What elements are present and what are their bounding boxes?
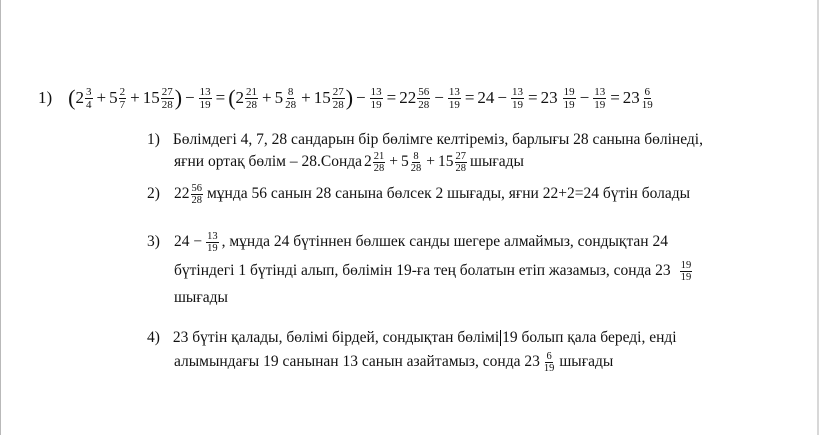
step-2 xyxy=(147,180,690,208)
expression: 24 − xyxy=(174,233,203,250)
fraction: $\frac{13}{19}$ xyxy=(370,85,382,111)
step-text: шығады xyxy=(174,289,228,306)
whole: 5 xyxy=(401,153,409,170)
plus: + xyxy=(426,153,436,170)
equals: = xyxy=(528,88,538,107)
left-paren: ( xyxy=(68,85,76,110)
step-text: яғни ортақ бөлім – 28.Сонда xyxy=(174,153,363,170)
step-3 xyxy=(147,228,668,256)
fraction: $\frac{19}{19}$ xyxy=(563,85,575,111)
whole: 5 xyxy=(109,88,118,107)
step-text: шығады xyxy=(470,153,524,170)
fraction: $\frac{56}{28}$ xyxy=(418,85,430,111)
step-number: 1) xyxy=(147,131,160,148)
step-text: 19 болып қала береді, енді xyxy=(502,329,677,346)
minus: − xyxy=(356,88,366,107)
plus: + xyxy=(389,153,399,170)
step-text: , мұнда 24 бүтіннен бөлшек санды шегере алмаймыз, сондықтан 24 xyxy=(221,233,668,250)
fraction: $\frac{3}{4}$ xyxy=(86,85,92,111)
fraction: $\frac{6}{19}$ xyxy=(543,350,555,374)
whole: 5 xyxy=(274,88,284,107)
whole: 2 xyxy=(235,88,245,107)
equals: = xyxy=(215,88,226,107)
step-text: Бөлімдегі 4, 7, 28 сандарын бір бөлімге келтіреміз, барлығы 28 санына бөлінеді, xyxy=(172,131,703,148)
step-4 xyxy=(147,327,677,349)
fraction: $\frac{8}{28}$ xyxy=(285,85,297,111)
fraction: $\frac{2}{7}$ xyxy=(119,85,126,111)
whole: 15 xyxy=(313,88,331,107)
text-cursor xyxy=(500,330,501,346)
fraction: $\frac{27}{28}$ xyxy=(455,150,467,174)
left-paren: ( xyxy=(228,85,236,110)
equation-label: 1) xyxy=(38,88,53,107)
right-paren: ) xyxy=(174,85,183,110)
plus: + xyxy=(262,88,272,107)
whole: 22 xyxy=(174,185,190,202)
whole: 2 xyxy=(75,88,84,107)
fraction: $\frac{27}{28}$ xyxy=(332,85,344,111)
main-equation xyxy=(38,78,655,118)
step-text: бүтіндегі 1 бүтінді алып, бөлімін 19-ға тең болатын етіп жазамыз, сонда 23 xyxy=(174,262,671,279)
fraction: $\frac{13}{19}$ xyxy=(448,85,460,111)
fraction: $\frac{13}{19}$ xyxy=(512,85,524,111)
step-text: алымындағы 19 санынан 13 санын азайтамыз, сонда 23 xyxy=(174,353,540,370)
fraction: $\frac{19}{19}$ xyxy=(680,259,692,283)
whole: 15 xyxy=(142,88,160,107)
fraction: $\frac{56}{28}$ xyxy=(191,182,202,206)
step-number: 3) xyxy=(147,233,160,250)
result-whole: 23 xyxy=(622,88,640,107)
whole: 15 xyxy=(438,153,454,170)
whole: 2 xyxy=(364,153,372,170)
whole: 23 xyxy=(540,88,558,107)
step-number: 4) xyxy=(147,329,160,346)
fraction: $\frac{21}{28}$ xyxy=(246,85,258,111)
result-fraction: $\frac{6}{19}$ xyxy=(641,85,653,111)
whole: 22 xyxy=(399,88,417,107)
step-3-line-3 xyxy=(174,287,228,309)
page-left-edge xyxy=(0,0,1,435)
right-paren: ) xyxy=(345,85,354,110)
step-number: 2) xyxy=(147,185,160,202)
equals: = xyxy=(610,88,620,107)
plus: + xyxy=(96,88,107,107)
step-text: 23 бүтін қалады, бөлімі бірдей, сондықтан бөлімі xyxy=(172,329,500,346)
plus: + xyxy=(301,88,311,107)
minus: − xyxy=(434,88,444,107)
fraction: $\frac{13}{19}$ xyxy=(207,230,218,254)
step-text: шығады xyxy=(559,353,614,370)
minus: − xyxy=(185,88,195,107)
step-3-line-2 xyxy=(174,256,693,286)
fraction: $\frac{8}{28}$ xyxy=(410,150,422,174)
minus: − xyxy=(497,88,508,107)
equals: = xyxy=(464,88,475,107)
step-text: мұнда 56 санын 28 санына бөлсек 2 шығады, яғни 22+2=24 бүтін болады xyxy=(207,185,691,202)
step-4-line-2 xyxy=(174,347,613,377)
whole: 24 xyxy=(477,88,495,107)
equals: = xyxy=(386,88,397,107)
fraction: $\frac{27}{28}$ xyxy=(161,85,173,111)
step-1-line-2 xyxy=(174,148,524,176)
fraction: $\frac{13}{19}$ xyxy=(199,85,211,111)
fraction: $\frac{13}{19}$ xyxy=(594,85,606,111)
minus: − xyxy=(579,88,590,107)
plus: + xyxy=(130,88,140,107)
fraction: $\frac{21}{28}$ xyxy=(373,150,385,174)
